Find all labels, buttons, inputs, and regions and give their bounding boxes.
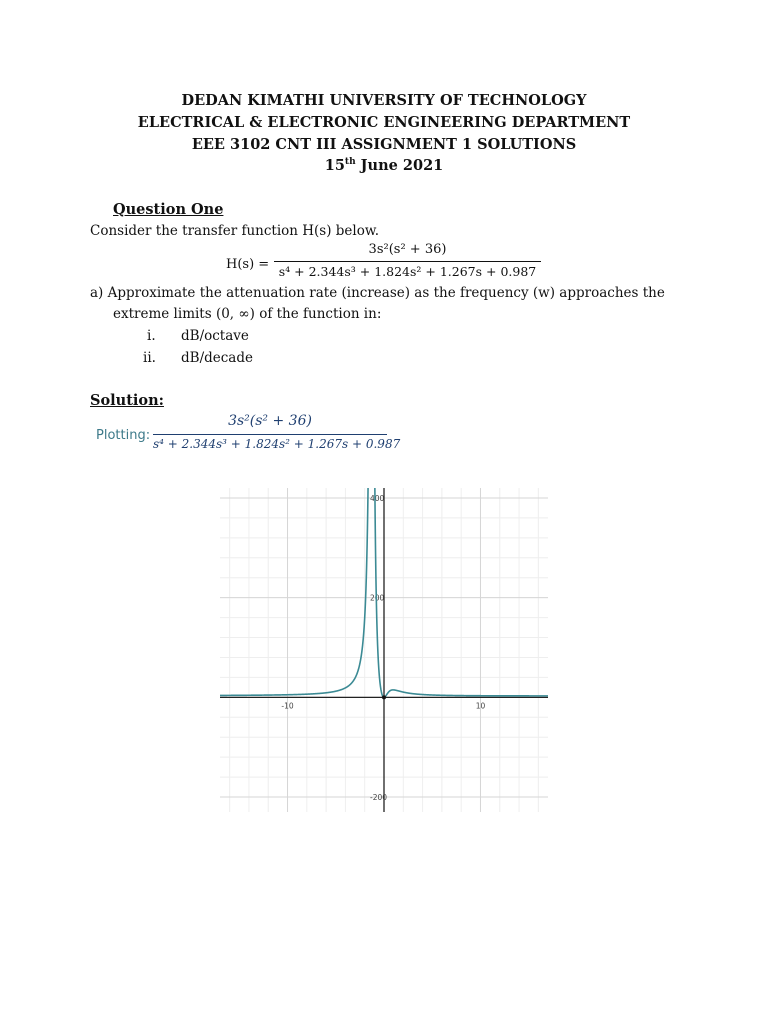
document-date bbox=[0, 157, 768, 174]
y-tick-label: 200 bbox=[370, 593, 385, 603]
fraction-bar bbox=[274, 261, 541, 262]
part-a-line-2: extreme limits (0, ∞) of the function in: bbox=[113, 306, 382, 322]
solution-title: Solution: bbox=[90, 392, 164, 409]
date-day: 15 bbox=[324, 157, 345, 174]
origin-point bbox=[382, 695, 386, 699]
date-suffix: th bbox=[344, 157, 356, 168]
subitem-label: dB/decade bbox=[181, 350, 253, 366]
department-title: ELECTRICAL & ELECTRONIC ENGINEERING DEPARTMENT bbox=[137, 114, 631, 131]
equation-fraction bbox=[274, 242, 541, 279]
plot-equation-numerator: 3s²(s² + 36) bbox=[228, 413, 312, 429]
y-tick-label: -200 bbox=[370, 793, 388, 803]
plotting-equation bbox=[153, 413, 401, 451]
subitem-numeral: i. bbox=[147, 328, 156, 344]
question-title: Question One bbox=[113, 201, 224, 218]
plot-fraction-bar bbox=[153, 434, 387, 435]
part-a-line-1: a) Approximate the attenuation rate (increase) as the frequency (w) approaches the bbox=[90, 285, 665, 301]
university-title: DEDAN KIMATHI UNIVERSITY OF TECHNOLOGY bbox=[181, 92, 587, 109]
subitem-numeral: ii. bbox=[143, 350, 156, 366]
function-plot bbox=[220, 488, 548, 812]
plotting-label: Plotting: bbox=[96, 428, 151, 443]
question-intro: Consider the transfer function H(s) below. bbox=[90, 223, 380, 239]
subitem-label: dB/octave bbox=[181, 328, 249, 344]
course-title: EEE 3102 CNT III ASSIGNMENT 1 SOLUTIONS bbox=[191, 136, 577, 153]
date-rest: June 2021 bbox=[355, 157, 444, 174]
equation-numerator: 3s²(s² + 36) bbox=[368, 242, 447, 257]
plot-equation-denominator: s⁴ + 2.344s³ + 1.824s² + 1.267s + 0.987 bbox=[153, 437, 401, 451]
y-tick-label: 400 bbox=[370, 493, 385, 503]
equation-lhs: H(s) = bbox=[226, 257, 270, 272]
equation-denominator: s⁴ + 2.344s³ + 1.824s² + 1.267s + 0.987 bbox=[278, 264, 537, 279]
x-tick-label: -10 bbox=[281, 701, 294, 711]
x-tick-label: 10 bbox=[475, 701, 486, 711]
